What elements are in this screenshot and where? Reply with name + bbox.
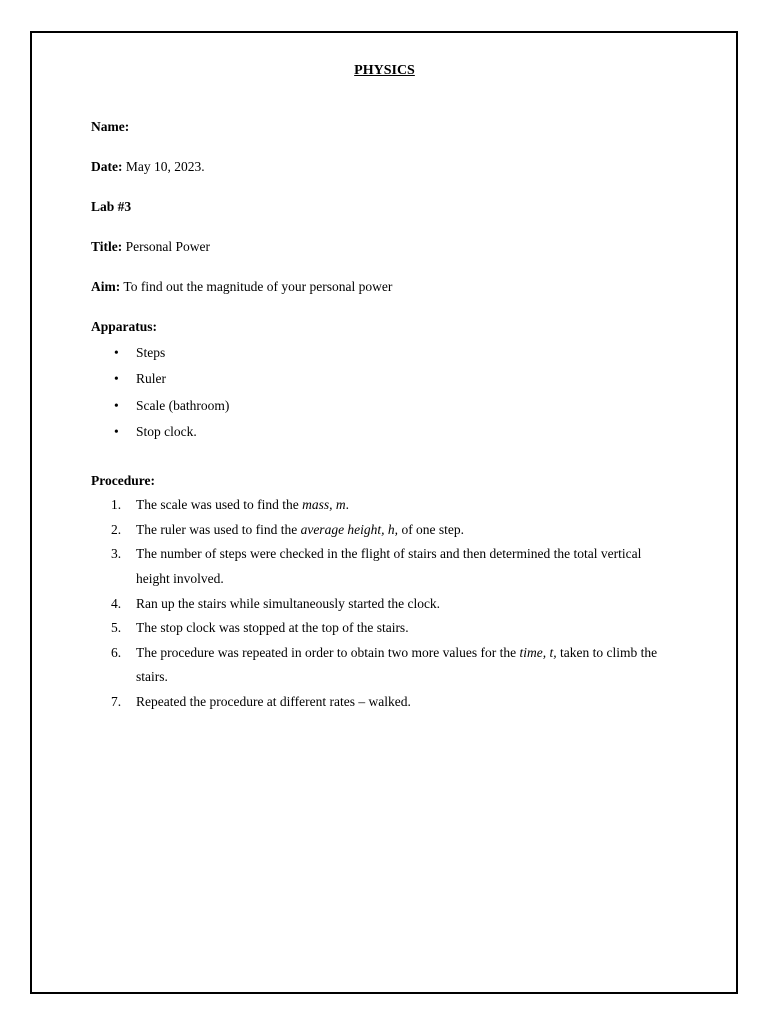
bullet-icon: • [114, 345, 119, 360]
procedure-heading [91, 473, 155, 489]
name-field [91, 119, 129, 135]
italic-term: average height, h, [300, 522, 399, 537]
procedure-number: 5. [111, 620, 122, 635]
title-field [91, 239, 210, 255]
procedure-item-line [136, 571, 224, 587]
bullet-icon: • [114, 398, 119, 413]
lab-field [91, 199, 131, 215]
procedure-item-line [136, 497, 349, 513]
text-run: The number of steps were checked in the flight of stairs and then determined the total vertical [136, 546, 642, 561]
procedure-number: 3. [111, 546, 122, 561]
procedure-item-line [136, 694, 411, 710]
italic-term: time, t, [519, 645, 557, 660]
name-label: Name: [91, 119, 130, 134]
text-run: The ruler was used to find the [136, 522, 301, 537]
procedure-item-line [136, 546, 641, 562]
text-run: taken to climb the [556, 645, 658, 660]
apparatus-item-text: Scale (bathroom) [136, 398, 230, 413]
lab-label: Lab #3 [91, 199, 132, 214]
aim-value: To find out the magnitude of your personal power [123, 279, 393, 294]
title-label: Title: [91, 239, 123, 254]
bullet-icon: • [114, 424, 119, 439]
apparatus-heading [91, 319, 157, 335]
procedure-item-line [136, 522, 464, 538]
apparatus-item-text: Stop clock. [136, 424, 197, 439]
text-run: The stop clock was stopped at the top of the stairs. [136, 620, 409, 635]
procedure-number: 6. [111, 645, 122, 660]
aim-field [91, 279, 392, 295]
date-field [91, 159, 205, 175]
procedure-item-line [136, 645, 657, 661]
title-value: Personal Power [125, 239, 210, 254]
text-run: . [345, 497, 349, 512]
text-run: Repeated the procedure at different rates – walked. [136, 694, 411, 709]
text-run: height involved. [136, 571, 224, 586]
bullet-icon: • [114, 371, 119, 386]
apparatus-item-text: Ruler [136, 371, 166, 386]
procedure-number: 2. [111, 522, 122, 537]
procedure-item-line [136, 596, 440, 612]
document-title: PHYSICS [354, 63, 415, 78]
procedure-label: Procedure: [91, 473, 155, 488]
apparatus-item-text: Steps [136, 345, 166, 360]
procedure-item-line [136, 620, 409, 636]
text-run: Ran up the stairs while simultaneously started the clock. [136, 596, 441, 611]
text-run: stairs. [136, 669, 168, 684]
document-page [30, 31, 738, 994]
date-value: May 10, 2023. [125, 159, 205, 174]
text-run: The procedure was repeated in order to obtain two more values for the [136, 645, 520, 660]
text-run: of one step. [398, 522, 465, 537]
procedure-number: 1. [111, 497, 122, 512]
text-run: The scale was used to find the [136, 497, 303, 512]
procedure-item-line [136, 669, 168, 685]
apparatus-label: Apparatus: [91, 319, 158, 334]
procedure-number: 4. [111, 596, 122, 611]
procedure-number: 7. [111, 694, 122, 709]
italic-term: mass, m [302, 497, 346, 512]
date-label: Date: [91, 159, 123, 174]
aim-label: Aim: [91, 279, 121, 294]
